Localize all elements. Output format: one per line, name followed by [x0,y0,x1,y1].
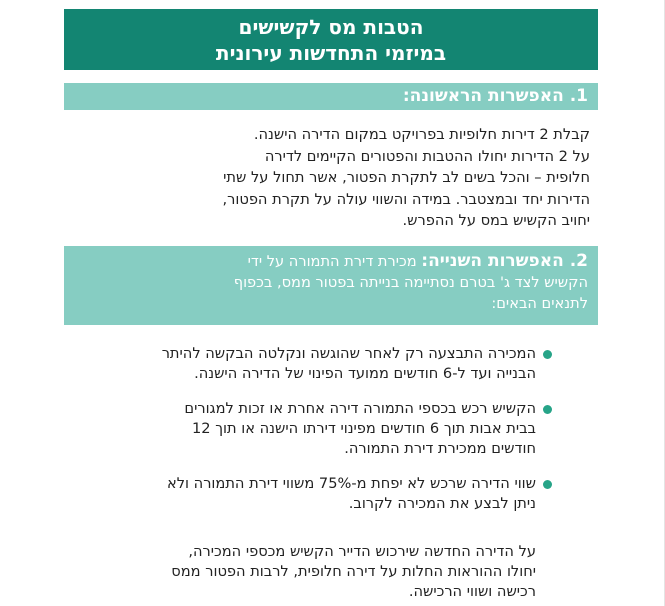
list-item-line: המכירה התבצעה רק לאחר שהוגשה ונקלטה הבקשה להיתר [161,345,536,362]
list-item-line: הבנייה ועד ל-6 חודשים ממועד הפינוי של הדירה הישנה. [194,365,536,382]
list-item [66,344,536,384]
list-item [66,399,536,459]
section1-heading: 1. האפשרות הראשונה: [402,86,588,106]
section1-body [70,124,590,232]
section1-heading-bar [64,83,598,110]
closing-line: יחולו ההוראות החלות על דירה חלופית, לרבות הפטור ממס [171,563,536,580]
section2-intro-line: מכירת דירת התמורה על ידי [247,253,422,270]
section2-heading: 2. האפשרות השנייה: [421,251,588,271]
section2-first-line [78,251,588,272]
list-item-line: חודשים ממכירת דירת התמורה. [344,440,536,457]
title-line-1: הטבות מס לקשישים [238,15,424,39]
section1-line: על 2 הדירות יחולו ההטבות והפטורים הקיימים לדירה [264,147,590,165]
list-item-line: ניתן לבצע את המכירה לקרוב. [348,495,536,512]
section1-line: קבלת 2 דירות חלופיות בפרויקט במקום הדירה הישנה. [253,126,590,143]
closing-line: על הדירה החדשה שירכוש הדייר הקשיש מכספי המכירה, [188,543,536,560]
section1-line: יחויב הקשיש במס על ההפרש. [402,212,590,229]
closing-line: רכישה ושווי הרכישה. [408,583,536,600]
bullet-dot-icon [543,405,552,414]
section1-line: חלופית – והכל בשים לב לתקרת הפטור, אשר תחול על שתי [223,169,590,186]
list-item-line: שווי הדירה שרכש לא יפחת מ-75% משווי דירת התמורה ולא [167,475,536,492]
list-item-line: הקשיש רכש בכספי התמורה דירה אחרת או זכות למגורים [184,400,536,417]
section2-intro-line: הקשיש לצד ג' בטרם נסתיימה בנייתה בפטור ממס, בכפוף [233,274,588,291]
closing-paragraph [66,542,536,602]
list-item-line: בבית אבות תוך 6 חודשים מפינוי דירתו הישנה או תוך 12 [192,420,536,437]
title-banner [64,9,598,70]
title-line-2: במיזמי התחדשות עירונית [215,41,447,65]
bullet-dot-icon [543,480,552,489]
list-item [66,474,536,514]
conditions-list [66,344,536,514]
section2-intro-line: לתנאים הבאים: [491,295,588,312]
bullet-dot-icon [543,350,552,359]
section2-box [64,246,598,325]
section1-line: הדירות יחד ובמצטבר. במידה והשווי עולה על תקרת הפטור, [222,190,590,208]
